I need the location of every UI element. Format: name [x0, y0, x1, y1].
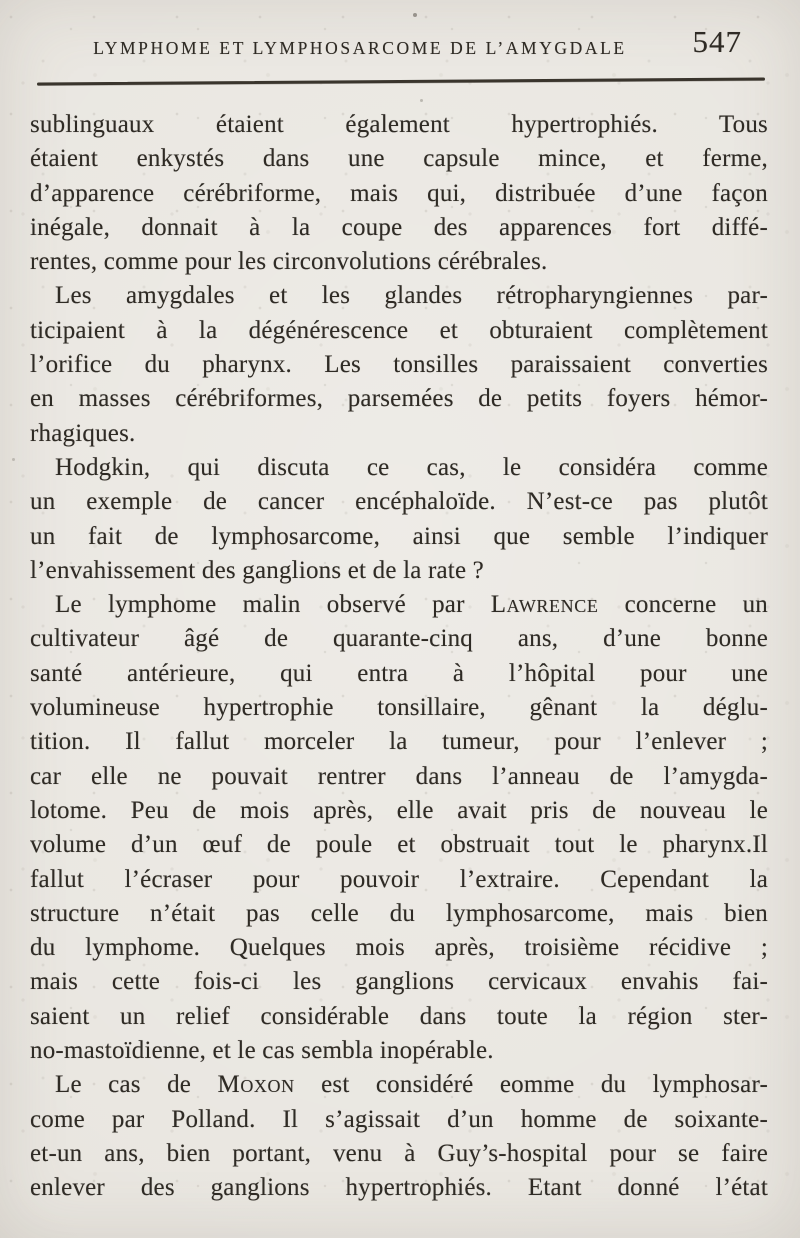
- paragraph: [30, 451, 768, 588]
- text-line: en masses cérébriformes, parsemées de petits foyers hémor-: [30, 385, 768, 413]
- text-line: l’envahissement des ganglions et de la rate ?: [30, 556, 484, 584]
- text-line: et-un ans, bien portant, venu à Guy’s-hospital pour se faire: [30, 1139, 768, 1167]
- text-line: rentes, comme pour les circonvolutions cérébrales.: [30, 248, 548, 276]
- text-line: [30, 1068, 768, 1102]
- text-line: come par Polland. Il s’agissait d’un homme de soixante-: [30, 1105, 768, 1133]
- text-line: l’orifice du pharynx. Les tonsilles paraissaient converties: [30, 351, 768, 379]
- text-line: d’apparence cérébriforme, mais qui, distribuée d’une façon: [30, 179, 768, 207]
- scan-artifact-dot: [12, 458, 15, 461]
- text-line: enlever des ganglions hypertrophiés. Etant donné l’état: [30, 1174, 768, 1202]
- text-line: no-mastoïdienne, et le cas sembla inopérable.: [30, 1037, 494, 1065]
- text-line: volumineuse hypertrophie tonsillaire, gênant la déglu-: [30, 694, 768, 722]
- text-line: ticipaient à la dégénérescence et obturaient complètement: [30, 316, 768, 344]
- text-line: un fait de lymphosarcome, ainsi que semble l’indiquer: [30, 522, 768, 550]
- text-line: fallut l’écraser pour pouvoir l’extraire. Cependant la: [30, 865, 768, 893]
- text-line: Les amygdales et les glandes rétropharyngiennes par-: [55, 282, 768, 310]
- text-line: volume d’un œuf de poule et obstruait tout le pharynx.Il: [30, 831, 768, 859]
- page-body: [30, 108, 768, 1206]
- text-line: saient un relief considérable dans toute la région ster-: [30, 1002, 768, 1030]
- text-line: Hodgkin, qui discuta ce cas, le considéra comme: [55, 453, 768, 481]
- text-line: cultivateur âgé de quarante-cinq ans, d’une bonne: [30, 625, 768, 653]
- text-line: structure n’était pas celle du lymphosarcome, mais bien: [30, 899, 768, 927]
- text-run: concerne un: [598, 591, 768, 619]
- paragraph: [30, 588, 768, 1068]
- small-caps-author-name: Moxon: [217, 1071, 295, 1099]
- text-line: mais cette fois-ci les ganglions cervicaux envahis fai-: [30, 968, 768, 996]
- text-line: lotome. Peu de mois après, elle avait pris de nouveau le: [30, 796, 768, 824]
- text-line: [30, 588, 768, 622]
- paragraph: [30, 1068, 768, 1205]
- text-line: car elle ne pouvait rentrer dans l’anneau de l’amygda-: [30, 762, 768, 790]
- text-line: étaient enkystés dans une capsule mince, et ferme,: [30, 145, 768, 173]
- page-number: 547: [692, 24, 742, 59]
- header-rule: [37, 77, 765, 85]
- text-run: Le lymphome malin observé par: [55, 591, 491, 619]
- paragraph: [30, 279, 768, 450]
- text-run: Le cas de: [55, 1071, 218, 1099]
- text-run: est considéré eomme du lymphosar-: [294, 1071, 768, 1099]
- running-head-title: LYMPHOME ET LYMPHOSARCOME DE L’AMYGDALE: [93, 38, 627, 58]
- page-header: [0, 0, 800, 78]
- small-caps-author-name: Lawrence: [490, 591, 599, 619]
- scan-artifact-dot: [420, 99, 423, 102]
- text-line: inégale, donnait à la coupe des apparences fort diffé-: [30, 213, 768, 241]
- text-line: tition. Il fallut morceler la tumeur, pour l’enlever ;: [30, 728, 768, 756]
- text-line: santé antérieure, qui entra à l’hôpital pour une: [30, 659, 768, 687]
- text-line: rhagiques.: [30, 419, 136, 447]
- text-line: un exemple de cancer encéphaloïde. N’est-ce pas plutôt: [30, 488, 768, 516]
- text-line: sublinguaux étaient également hypertrophiés. Tous: [30, 111, 768, 138]
- paragraph: [30, 108, 768, 279]
- text-line: du lymphome. Quelques mois après, troisième récidive ;: [30, 934, 768, 962]
